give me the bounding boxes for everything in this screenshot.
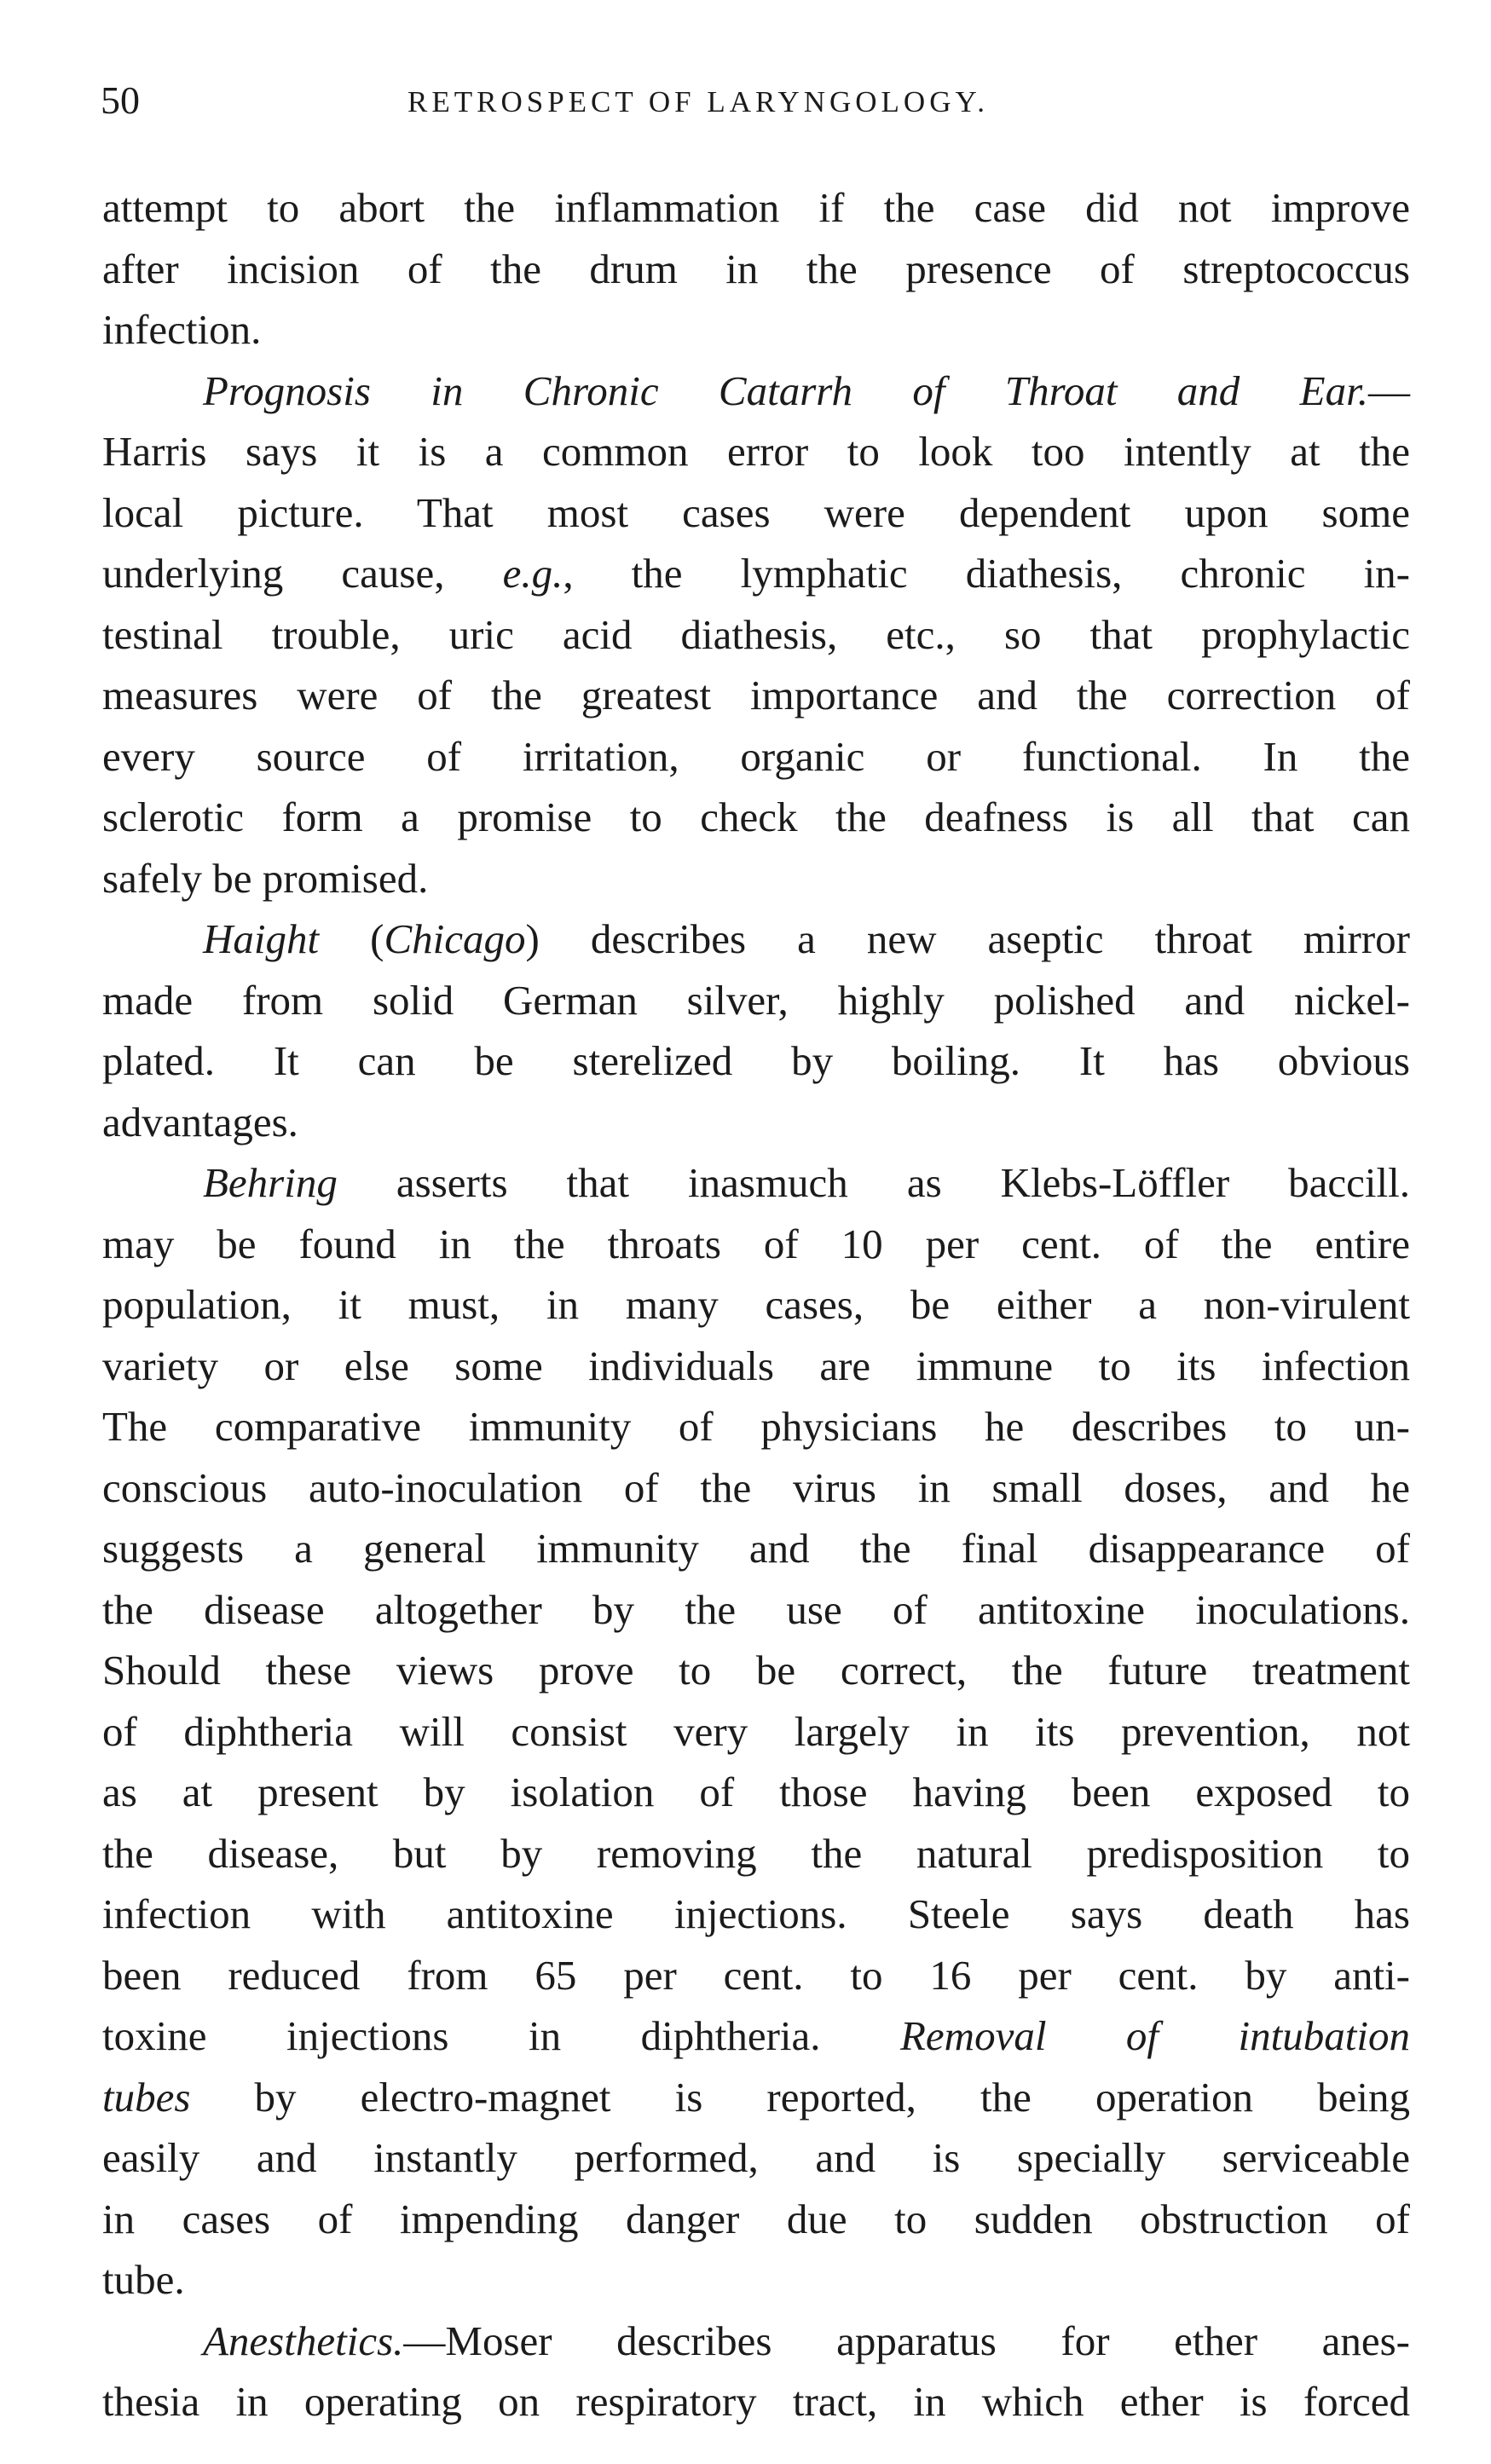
text-line — [102, 848, 1410, 909]
text-line — [102, 2189, 1410, 2250]
italic-text: Chicago — [384, 915, 526, 962]
text-line — [102, 1396, 1410, 1457]
text-segment: The comparative immunity of physicians he describes to un- — [102, 1403, 1410, 1450]
body-text — [102, 177, 1410, 2432]
text-line — [102, 726, 1410, 788]
page-number: 50 — [101, 78, 140, 122]
text-line — [102, 970, 1410, 1031]
text-segment: easily and instantly performed, and is specially serviceable — [102, 2134, 1410, 2181]
text-segment: —Moser describes apparatus for ether anes- — [403, 2317, 1410, 2364]
text-segment: infection. — [102, 306, 262, 353]
italic-text: Behring — [203, 1159, 338, 1206]
text-line — [102, 1518, 1410, 1579]
italic-text: tubes — [102, 2073, 191, 2121]
text-line — [102, 543, 1410, 604]
text-segment: conscious auto-inoculation of the virus in small doses, and he — [102, 1463, 1410, 1511]
text-segment: may be found in the throats of 10 per cent. of the entire — [102, 1220, 1410, 1267]
italic-text: Prognosis in Chronic Catarrh of Throat and Ear. — [203, 366, 1368, 414]
text-segment: sclerotic form a promise to check the deafness is all that can — [102, 793, 1410, 840]
text-segment: in cases of impending danger due to sudden obstruction of — [102, 2195, 1410, 2242]
text-segment: population, it must, in many cases, be either a non-virulent — [102, 1281, 1410, 1328]
text-line — [102, 2127, 1410, 2189]
text-line — [102, 2311, 1410, 2372]
text-line — [102, 1457, 1410, 1519]
text-line — [102, 909, 1410, 970]
text-segment: thesia in operating on respiratory tract, in which ether is forced — [102, 2378, 1410, 2425]
text-segment: plated. It can be sterelized by boiling. It has obvious — [102, 1037, 1410, 1084]
text-segment: suggests a general immunity and the final disappearance of — [102, 1525, 1410, 1572]
text-segment: ) describes a new aseptic throat mirror — [525, 915, 1411, 962]
text-line — [102, 1336, 1410, 1397]
text-line — [102, 1884, 1410, 1945]
text-line — [102, 299, 1410, 361]
text-line — [102, 2067, 1410, 2128]
text-line — [102, 1945, 1410, 2006]
text-line — [102, 239, 1410, 300]
text-segment: every source of irritation, organic or functional. In the — [102, 732, 1410, 780]
text-segment: after incision of the drum in the presence of streptococcus — [102, 245, 1410, 292]
text-segment: of diphtheria will consist very largely in its prevention, not — [102, 1707, 1410, 1755]
text-line — [102, 604, 1410, 666]
running-head: RETROSPECT OF LARYNGOLOGY. — [407, 85, 989, 118]
text-segment: measures were of the greatest importance and the correction of — [102, 672, 1410, 718]
text-segment: infection with antitoxine injections. Steele says death has — [102, 1890, 1410, 1937]
text-segment: attempt to abort the inflammation if the case did not improve — [102, 184, 1410, 231]
text-line — [102, 421, 1410, 482]
text-segment: the disease altogether by the use of antitoxine inoculations. — [102, 1585, 1410, 1633]
italic-text: Removal of intubation — [900, 2012, 1410, 2059]
italic-text: Haight — [203, 915, 320, 962]
text-line — [102, 1579, 1410, 1641]
text-line — [102, 1214, 1410, 1275]
text-line — [102, 2371, 1410, 2432]
text-segment: made from solid German silver, highly polished and nickel- — [102, 976, 1410, 1024]
text-segment: asserts that inasmuch as Klebs-Löffler baccill. — [337, 1159, 1410, 1206]
italic-text: e.g. — [502, 550, 563, 597]
text-line — [102, 787, 1410, 848]
text-segment: the disease, but by removing the natural predisposition to — [102, 1829, 1410, 1877]
text-line — [102, 1823, 1410, 1884]
text-line — [102, 482, 1410, 544]
text-segment: — — [1368, 366, 1410, 414]
text-segment: Should these views prove to be correct, the future treatment — [102, 1647, 1410, 1694]
text-line — [102, 1274, 1410, 1336]
text-segment: toxine injections in diphtheria. — [102, 2012, 900, 2059]
text-line — [102, 665, 1410, 726]
text-segment: Harris says it is a common error to look too intently at the — [102, 428, 1410, 475]
text-line — [102, 361, 1410, 422]
text-line — [102, 177, 1410, 239]
text-segment: testinal trouble, uric acid diathesis, etc., so that prophylactic — [102, 610, 1410, 658]
text-line — [102, 1762, 1410, 1823]
text-segment: local picture. That most cases were dependent upon some — [102, 488, 1410, 536]
text-segment: underlying cause, — [102, 550, 503, 597]
text-segment: been reduced from 65 per cent. to 16 per cent. by anti- — [102, 1951, 1410, 1999]
text-segment: by electro-magnet is reported, the operation being — [190, 2073, 1410, 2121]
text-segment: tube. — [102, 2256, 185, 2303]
text-line — [102, 2249, 1410, 2311]
text-segment: safely be promised. — [102, 854, 429, 902]
text-line — [102, 1152, 1410, 1214]
text-segment: as at present by isolation of those having been exposed to — [102, 1769, 1410, 1815]
italic-text: Anesthetics. — [203, 2317, 404, 2364]
page-header — [101, 75, 1413, 126]
text-segment: , the lymphatic diathesis, chronic in- — [563, 550, 1411, 597]
text-line — [102, 1701, 1410, 1763]
text-segment: advantages. — [102, 1098, 298, 1145]
text-segment: variety or else some individuals are immune to its infection — [102, 1342, 1410, 1389]
text-line — [102, 1640, 1410, 1701]
text-line — [102, 1030, 1410, 1092]
text-line — [102, 2005, 1410, 2067]
text-line — [102, 1092, 1410, 1153]
text-segment: ( — [319, 915, 384, 962]
